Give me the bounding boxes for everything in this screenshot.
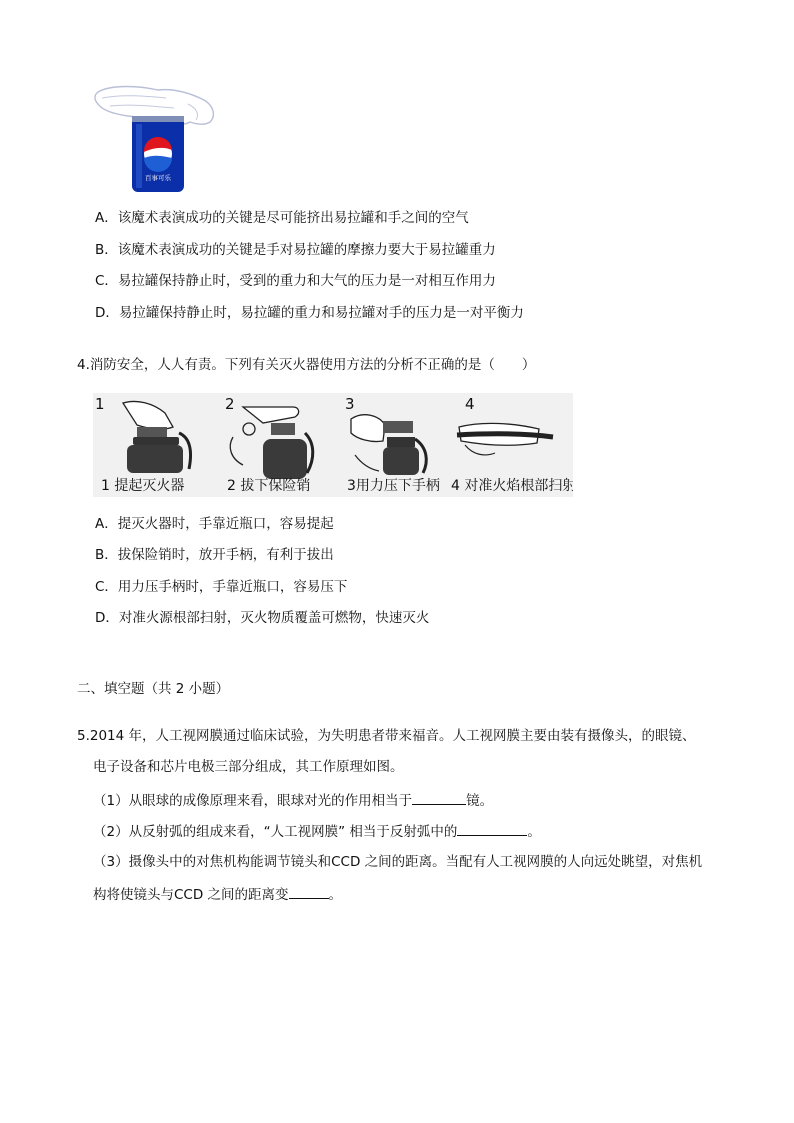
q5-sub-question-1 [93,789,493,811]
can-brand-text: 百事可乐 [145,174,171,182]
q5-sub3-blank[interactable] [289,883,329,899]
q4-stem: 4.消防安全，人人有责。下列有关灭火器使用方法的分析不正确的是（ ） [77,357,536,373]
q5-sub2-text: （2）从反射弧的组成来看，“人工视网膜” 相当于反射弧中的 [93,824,458,840]
q3-option-a: A．该魔术表演成功的关键是尽可能挤出易拉罐和手之间的空气 [95,210,469,226]
q5-sub-question-2 [93,820,541,842]
q5-sub2-blank[interactable] [457,820,527,836]
step-2-panel [225,395,313,494]
step-1-number: 1 [95,395,105,413]
pepsi-logo [144,137,172,172]
q5-sub3-suffix: 。 [328,887,343,903]
q4-option-c: C．用力压手柄时，手靠近瓶口，容易压下 [95,579,348,595]
step-3-panel [345,395,440,494]
step-2-label: 2 拔下保险销 [227,478,311,494]
step-3-label: 3用力压下手柄 [347,478,440,494]
q5-sub3-text: 构将使镜头与CCD 之间的距离变 [93,887,289,903]
q3-option-b: B．该魔术表演成功的关键是手对易拉罐的摩擦力要大于易拉罐重力 [95,242,496,258]
step-3-number: 3 [345,395,355,413]
step-1-label: 1 提起灭火器 [101,478,185,494]
q3-option-c: C．易拉罐保持静止时，受到的重力和大气的压力是一对相互作用力 [95,273,496,289]
q5-sub1-suffix: 镜。 [466,793,494,809]
q4-option-a: A．提灭火器时，手靠近瓶口，容易提起 [95,516,334,532]
pepsi-can-figure [92,80,220,195]
q5-sub1-text: （1）从眼球的成像原理来看，眼球对光的作用相当于 [93,793,413,809]
step-1-panel [95,395,191,494]
section-2-heading: 二、填空题（共 2 小题） [77,681,230,697]
step-4-label: 4 对准火焰根部扫射 [451,478,573,494]
q5-sub1-blank[interactable] [412,789,466,805]
extinguisher-steps-illustration [93,393,573,497]
fire-extinguisher-figure [93,393,573,497]
q3-option-d: D．易拉罐保持静止时，易拉罐的重力和易拉罐对手的压力是一对平衡力 [95,305,524,321]
q5-stem-line-1: 5.2014 年，人工视网膜通过临床试验，为失明患者带来福音。人工视网膜主要由装有摄像头，的眼镜、 [77,728,696,744]
q4-option-d: D．对准火源根部扫射，灭火物质覆盖可燃物，快速灭火 [95,610,430,626]
step-4-panel [451,395,573,494]
q5-stem-line-2: 电子设备和芯片电极三部分组成，其工作原理如图。 [93,759,404,775]
hand-holding-can-illustration [92,80,220,195]
q4-option-b: B．拔保险销时，放开手柄，有利于拔出 [95,547,334,563]
q5-sub2-suffix: 。 [527,824,541,840]
q5-sub-question-3-line-2 [93,883,342,905]
step-4-number: 4 [465,395,475,413]
q5-sub3-line-1: （3）摄像头中的对焦机构能调节镜头和CCD 之间的距离。当配有人工视网膜的人向远处眺望，对焦机 [93,854,703,870]
step-2-number: 2 [225,395,235,413]
